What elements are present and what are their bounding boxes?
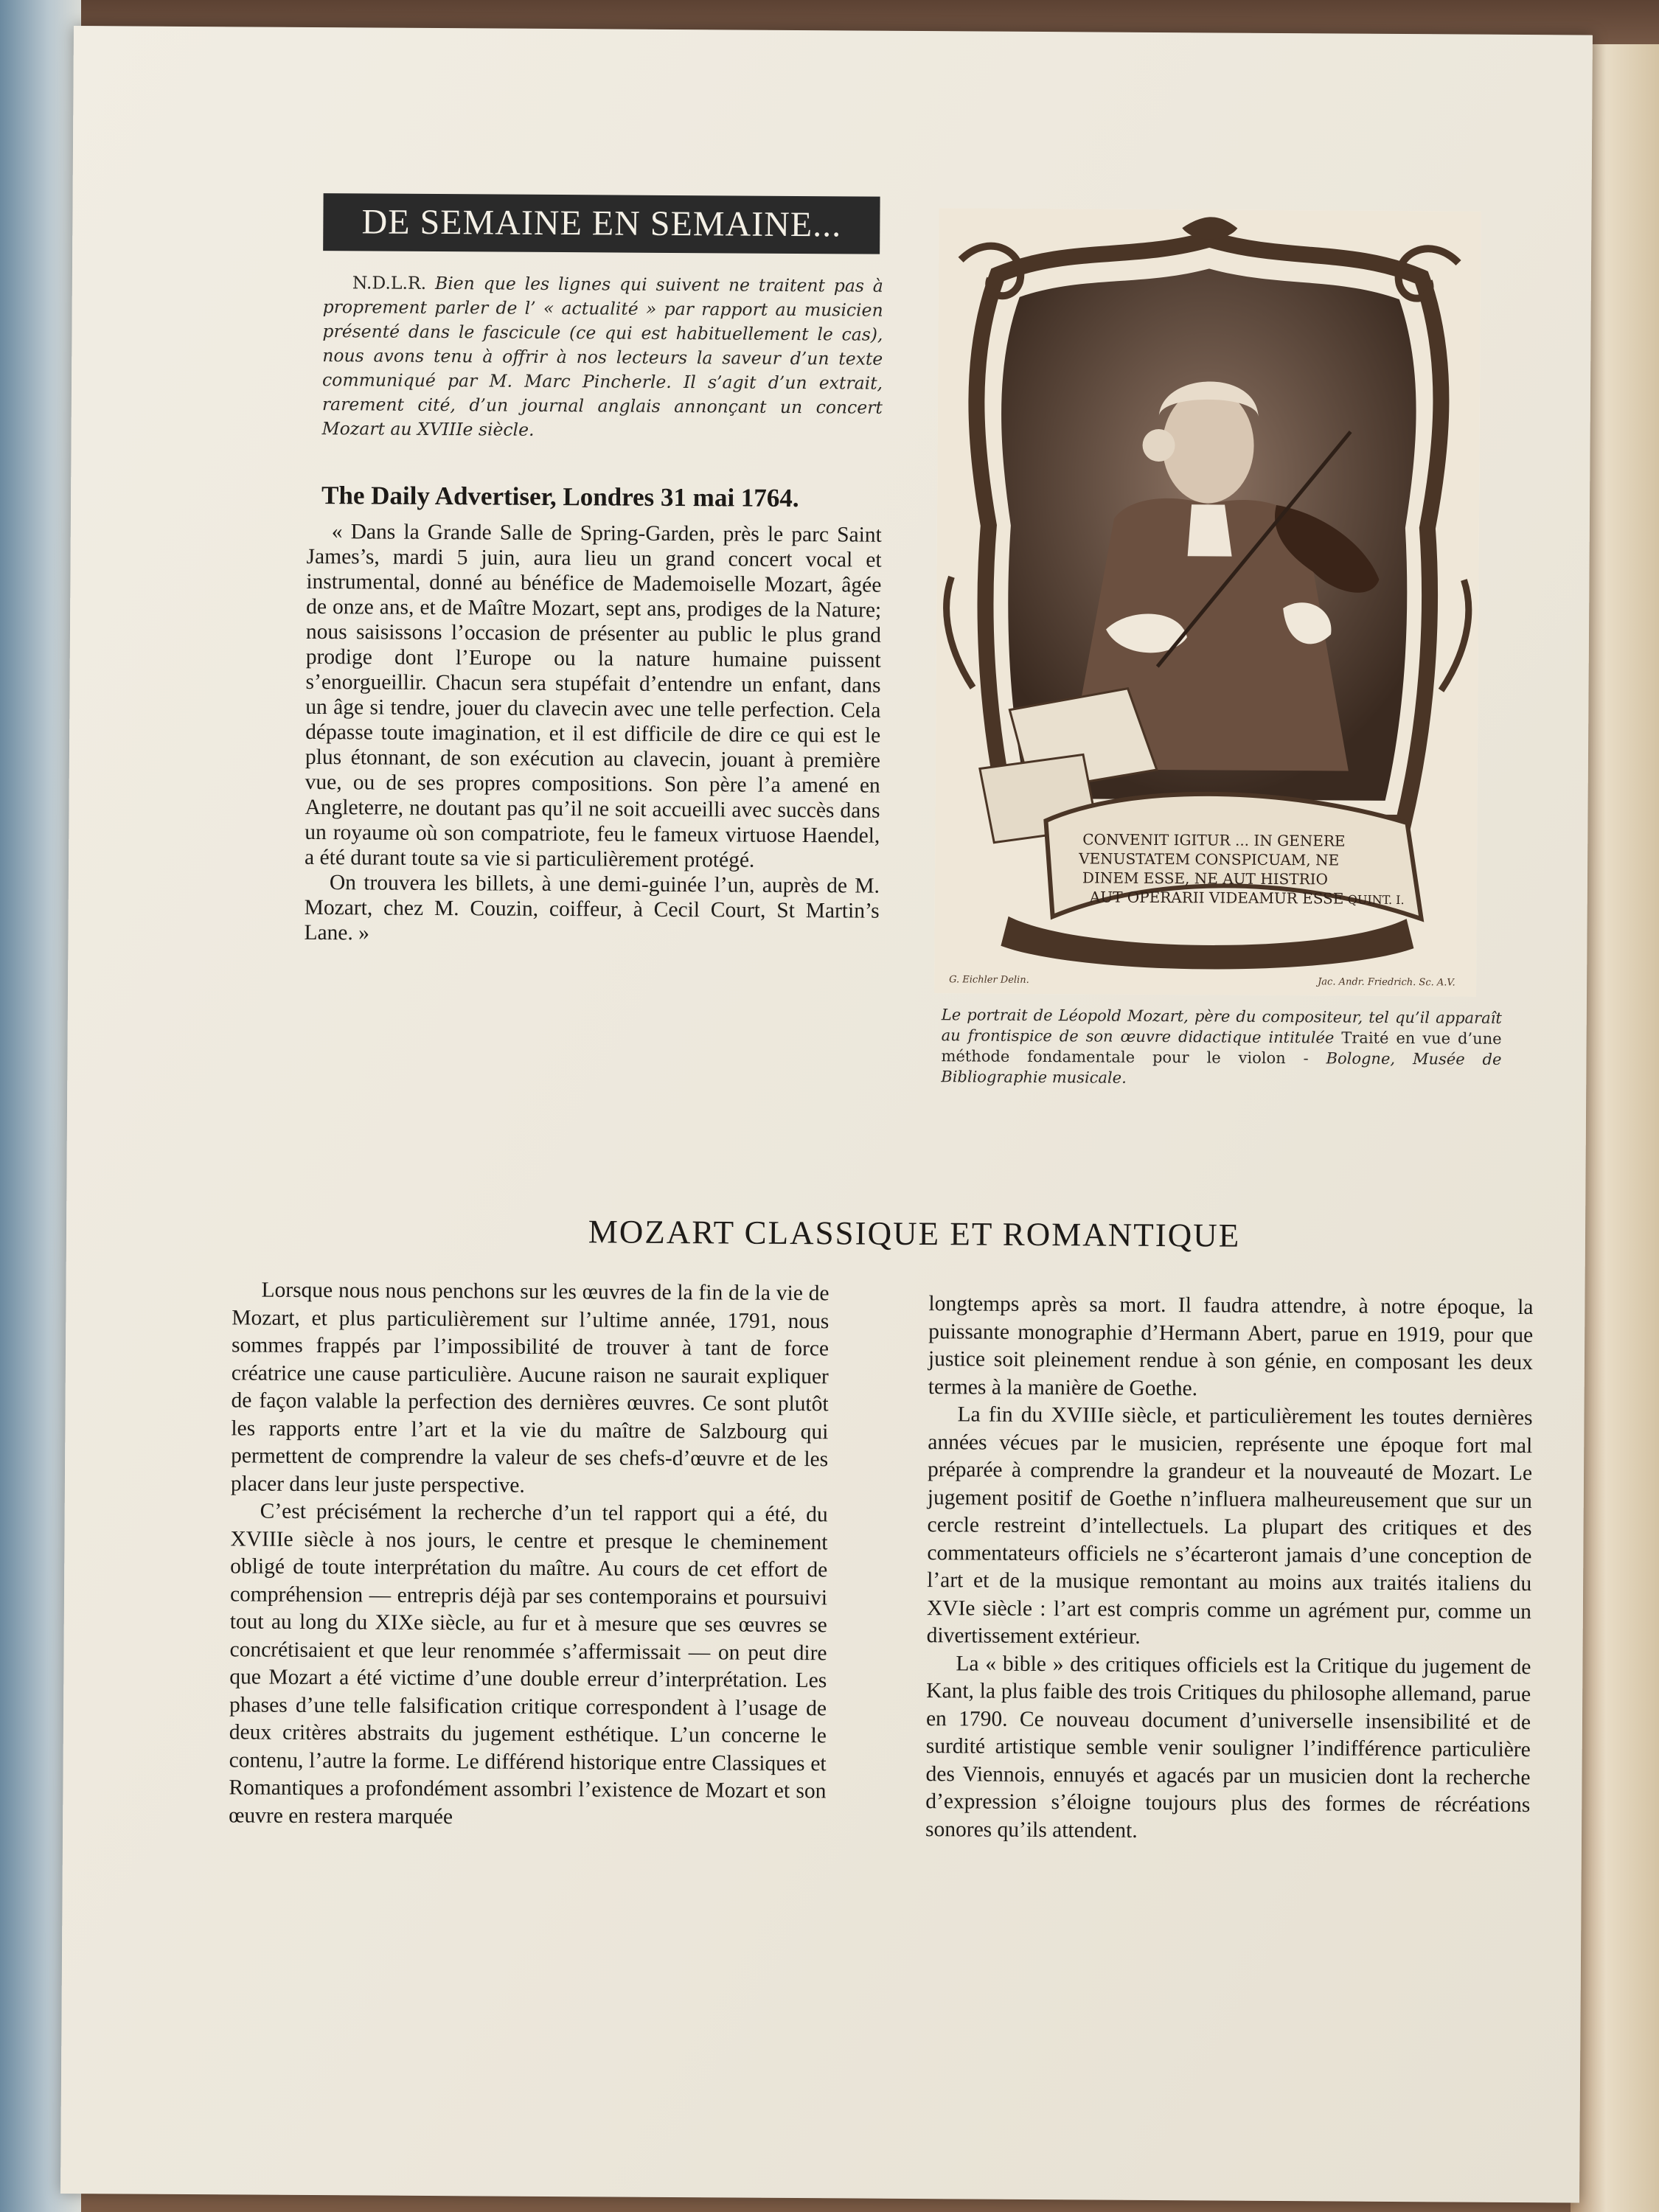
advert-paragraph: « Dans la Grande Salle de Spring-Garden, près le parc Saint James’s, mardi 5 juin, aura lieu un grand concert vocal et instrumental, donné au bénéfice de Mademoiselle Mozart, âgée de onze ans, et de Maître Mozart, sept ans, prodiges de la Nature; nous saisissons l’occasion de présenter au public le plus grand prodige dont l’Europe ou la nature humaine puissent s’enorgueillir. Chacun sera stupéfait d’entendre un enfant, dans un âge si tendre, jouer du clavecin avec une telle perfection. Cela dépasse toute imagination, et il est difficile de dire ce qui est le plus étonnant, de son exécution au clavecin, jouant à première vue, ou de ses propres compositions. Son père l’a amené en Angleterre, ne doutant pas qu’il ne soit accueilli avec succès dans un royaume où son compatriote, feu le fameux virtuose Haendel, a été durant toute sa vie si particulièrement protégé. — [305, 520, 882, 872]
article-paragraph: La « bible » des critiques officiels est la Critique du jugement de Kant, la plus faible des trois Critiques du philosophe allemand, parue en 1790. Ce nouveau document d’universelle insensibilité et de surdité artistique semble venir souligner l’indifférence particulière des Viennois, ennuyés et agacés par un musicien dont la recherche d’expression s’éloigne toujours plus des formes de récréations sonores qu’ils attendent. — [925, 1651, 1531, 1843]
magazine-page — [60, 26, 1593, 2203]
advert-body — [304, 519, 882, 949]
advert-heading: The Daily Advertiser, Londres 31 mai 1764. — [321, 481, 799, 513]
engraver-credit-right: Jac. Andr. Friedrich. Sc. A.V. — [1318, 976, 1455, 989]
article-title: MOZART CLASSIQUE ET ROMANTIQUE — [588, 1213, 1241, 1254]
article-column-left — [229, 1276, 830, 1833]
article-paragraph: longtemps après sa mort. Il faudra attendre, à notre époque, la puissante monographie d’Hermann Abert, parue en 1919, pour que justice soit pleinement rendue à son génie, en composant les deux termes à la manière de Goethe. — [928, 1292, 1534, 1400]
portrait-engraving — [934, 208, 1481, 996]
portrait-caption — [941, 1004, 1502, 1091]
caption-italic: Le portrait de Léopold Mozart, père du compositeur, tel qu’il apparaît au frontispice de son œuvre didactique intitulée — [941, 1006, 1502, 1047]
caption-roman: Traité en vue d’une méthode fondamentale pour le violon - — [941, 1029, 1502, 1068]
article-paragraph: C’est précisément la recherche d’un tel rapport qui a été, du XVIIIe siècle à nos jours, le centre et presque le cheminement obligé de toute interprétation du maître. Au cours de cet effort de compréhension — entrepris déjà par ses contemporains et poursuivi tout au long du XIXe siècle, au fur et à mesure que ses œuvres se concrétisaient et que leur renommée s’affermissait — on peut dire que Mozart a été victime d’une double erreur d’interprétation. Les phases d’une telle falsification critique correspondent à l’usage de deux critères abstraits du jugement esthétique. L’un concerne le contenu, l’autre la forme. Le différend historique entre Classiques et Romantiques a profondément assombri l’existence de Mozart et son œuvre en restera marquée — [229, 1499, 828, 1829]
figure-cravat — [1188, 504, 1232, 556]
caption-source: Bologne, Musée de Bibliographie musicale. — [941, 1049, 1502, 1087]
figure-wig-curl — [1142, 429, 1175, 462]
editor-note-text: Bien que les lignes qui suivent ne traitent pas à proprement parler de l’ « actualité » par rapport au musicien présenté dans le fascicule (ce qui est habituellement le cas), nous avons tenu à offrir à nos lecteurs la saveur d’un texte communiqué par M. Marc Pincherle. Il s’agit d’un extrait, rarement cité, d’un journal anglais annonçant un concert Mozart au XVIIIe siècle. — [321, 273, 883, 440]
scroll-text-line: AUT OPERARII VIDEAMUR ESSE — [1089, 888, 1344, 908]
article-column-right — [925, 1290, 1534, 1847]
article-paragraph: La fin du XVIIIe siècle, et particulièrement les toutes dernières années vécues par le musicien, représente une époque fort mal préparée à comprendre la grandeur et la nouveauté de Mozart. Le jugement positif de Goethe n’influera malheureusement que sur un cercle restreint d’intellectuels. La plupart des critiques et des commentateurs officiels ne s’écarteront jamais d’une conception de l’art et de la musique remontant au moins aux traités italiens du XVIe siècle : l’art est compris comme un agrément pur, comme un divertissement extérieur. — [926, 1402, 1533, 1649]
engraver-credit-left: G. Eichler Delin. — [949, 974, 1029, 986]
article-paragraph: Lorsque nous nous penchons sur les œuvres de la fin de la vie de Mozart, et plus particulièrement sur l’ultime année, 1791, nous sommes frappés par l’impossibilité de trouver à tant de force créatrice une cause particulière. Aucune raison ne saurait expliquer de façon valable la perfection des dernières œuvres. Ce sont plutôt les rapports entre l’art et la vie du maître de Salzbourg qui permettent de comprendre la valeur de ses chefs-d’œuvre et de les placer dans leur juste perspective. — [230, 1278, 830, 1498]
scroll-ref: QUINT. I. — [1347, 892, 1405, 908]
portrait-svg — [934, 208, 1481, 996]
section-title: DE SEMAINE EN SEMAINE... — [323, 193, 880, 254]
editor-note-lead: N.D.L.R. — [352, 272, 427, 293]
scroll-text-line: DINEM ESSE, NE AUT HISTRIO — [1082, 869, 1329, 888]
scroll-text-line: CONVENIT IGITUR ... IN GENERE — [1082, 830, 1346, 850]
advert-paragraph: On trouvera les billets, à une demi-guinée l’un, auprès de M. Mozart, chez M. Couzin, coiffeur, à Cecil Court, St Martin’s Lane. » — [304, 871, 880, 945]
scroll-text-line: VENUSTATEM CONSPICUAM, NE — [1079, 849, 1340, 869]
figure-face — [1162, 388, 1254, 504]
editor-note — [322, 271, 883, 445]
